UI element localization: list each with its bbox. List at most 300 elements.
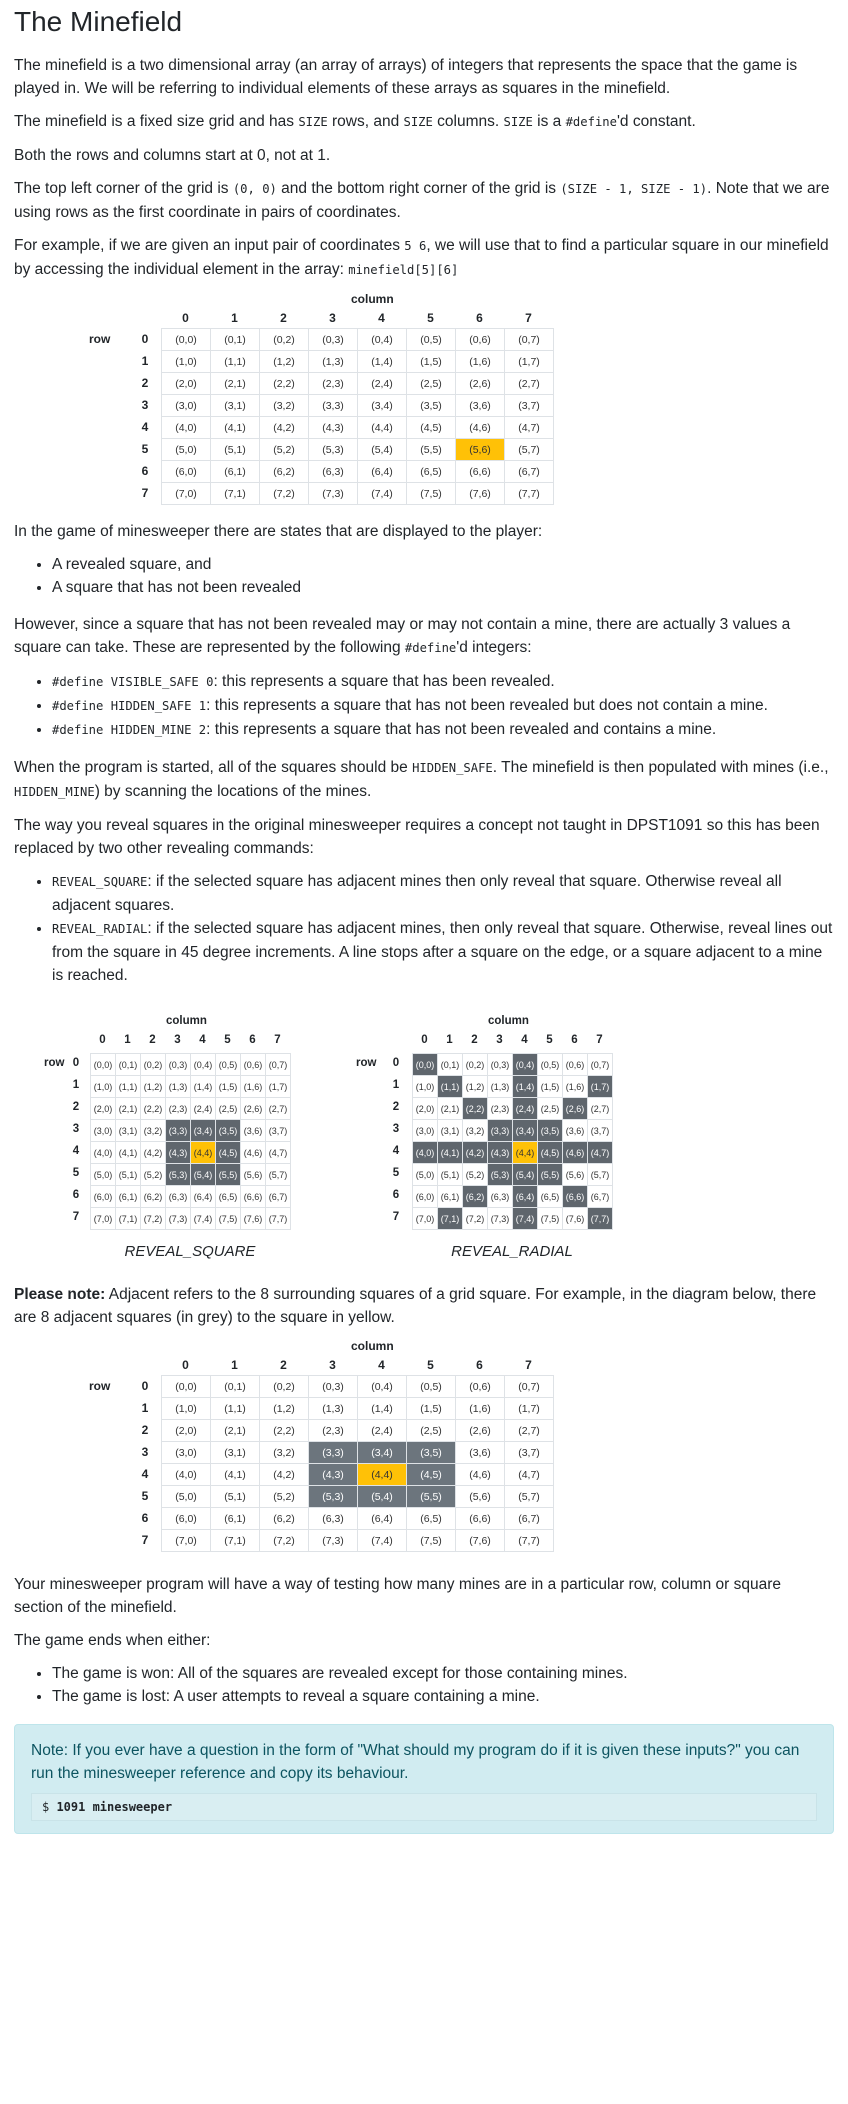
grid-cell: (7,0) (91, 1208, 116, 1230)
grid-cell: (4,3) (309, 1464, 358, 1486)
grid-row (413, 1076, 613, 1098)
row-index-label: 4 (392, 1145, 400, 1158)
grid-cell: (6,4) (191, 1186, 216, 1208)
grid-cell: (5,0) (162, 439, 211, 461)
grid-row (162, 1398, 554, 1420)
grid-cell: (1,1) (211, 1398, 260, 1420)
grid-cell: (5,2) (260, 439, 309, 461)
grid-cell: (3,4) (513, 1120, 538, 1142)
list-item: • REVEAL_RADIAL: if the selected square has adjacent mines, then only reveal that square. Otherwise, reveal lines out from the square in 45 degree increments. A line stops after a square on the edge, or a square adjacent to a mine is reached. (52, 917, 834, 987)
grid-cell: (5,7) (505, 439, 554, 461)
paragraph-game-end: The game ends when either: (14, 1632, 211, 1649)
grid-cell: (3,3) (309, 395, 358, 417)
grid-cell: (2,1) (211, 373, 260, 395)
grid-cell: (5,2) (141, 1164, 166, 1186)
grid-cell: (6,4) (513, 1186, 538, 1208)
grid-cell: (0,3) (166, 1054, 191, 1076)
grid-cell: (3,4) (358, 1442, 407, 1464)
grid-cell: (2,5) (538, 1098, 563, 1120)
grid-cell: (0,1) (211, 1376, 260, 1398)
grid-cell: (2,5) (216, 1098, 241, 1120)
grid-cell: (0,4) (358, 329, 407, 351)
grid-cell: (7,6) (563, 1208, 588, 1230)
column-index-label: 7 (274, 1034, 281, 1046)
column-index-label: 3 (329, 1358, 336, 1372)
grid-cell: (2,7) (505, 373, 554, 395)
grid-cell: (5,7) (505, 1486, 554, 1508)
grid-cell: (2,7) (505, 1420, 554, 1442)
grid-row (413, 1054, 613, 1076)
grid-row (413, 1164, 613, 1186)
grid-row (162, 439, 554, 461)
grid-cell: (6,3) (488, 1186, 513, 1208)
grid-cell: (5,5) (407, 1486, 456, 1508)
grid-cell: (6,7) (266, 1186, 291, 1208)
grid-cell: (1,5) (407, 1398, 456, 1420)
row-index-label: 3 (392, 1123, 400, 1136)
column-index-label: 7 (525, 1358, 532, 1372)
grid-cell: (5,5) (407, 439, 456, 461)
grid-cell: (2,6) (241, 1098, 266, 1120)
list-item: • REVEAL_SQUARE: if the selected square has adjacent mines then only reveal that square. Otherwise reveal all adjacent squares. (52, 870, 834, 917)
grid-cell: (1,3) (309, 1398, 358, 1420)
column-index-label: 4 (378, 311, 385, 325)
column-index-label: 4 (521, 1034, 528, 1046)
grid-cell: (0,7) (505, 329, 554, 351)
row-axis-title: row (89, 1379, 111, 1393)
grid-cell: (5,0) (91, 1164, 116, 1186)
list-item: • A revealed square, and (52, 553, 834, 576)
grid-cell: (5,7) (588, 1164, 613, 1186)
grid-cell: (0,1) (438, 1054, 463, 1076)
grid-cell: (4,4) (358, 1464, 407, 1486)
grid-cell: (5,6) (563, 1164, 588, 1186)
grid-cell: (3,2) (260, 1442, 309, 1464)
paragraph-start: Both the rows and columns start at 0, not at 1. (14, 147, 331, 164)
grid-cell: (2,5) (407, 1420, 456, 1442)
grid-cell: (1,5) (407, 351, 456, 373)
reveal-radial-grid (356, 1015, 812, 1277)
grid-cell: (0,4) (191, 1054, 216, 1076)
grid-cell: (2,6) (456, 1420, 505, 1442)
paragraph-testing: Your minesweeper program will have a way of testing how many mines are in a particular row, column or square section of the minefield. (14, 1576, 782, 1616)
grid-cell: (4,0) (91, 1142, 116, 1164)
paragraph-corners: The top left corner of the grid is (0, 0) and the bottom right corner of the grid is (SIZE - 1, SIZE - 1). Note that we are using rows as the first coordinate in pairs of coordinates. (14, 180, 830, 221)
grid-cell: (3,5) (407, 1442, 456, 1464)
paragraph-intro: The minefield is a two dimensional array (an array of arrays) of integers that represents the space that the game is played in. We will be referring to individual elements of these arrays as squares in the minefield. (14, 57, 798, 97)
grid-cell: (1,1) (116, 1076, 141, 1098)
grid-row (162, 483, 554, 505)
grid-cell: (6,2) (141, 1186, 166, 1208)
grid-cell: (3,4) (191, 1120, 216, 1142)
grid-cell: (5,2) (463, 1164, 488, 1186)
grid-cell: (3,0) (162, 395, 211, 417)
column-index-label: 5 (427, 311, 434, 325)
grid-cell: (6,6) (563, 1186, 588, 1208)
column-index-label: 6 (571, 1034, 578, 1046)
column-axis-title: column (351, 292, 394, 306)
grid-cell: (3,7) (505, 1442, 554, 1464)
grid-cell: (5,4) (191, 1164, 216, 1186)
grid-cell: (4,4) (191, 1142, 216, 1164)
grid-cell: (3,0) (413, 1120, 438, 1142)
list-item: • A square that has not been revealed (52, 576, 834, 599)
grid-cell: (2,0) (91, 1098, 116, 1120)
grid-cell: (4,0) (413, 1142, 438, 1164)
grid-cell: (7,5) (216, 1208, 241, 1230)
grid-cell: (3,6) (241, 1120, 266, 1142)
column-index-label: 0 (182, 311, 189, 325)
grid-cell: (7,6) (241, 1208, 266, 1230)
grid-cell: (5,0) (162, 1486, 211, 1508)
grid-cell: (7,2) (141, 1208, 166, 1230)
grid-row (91, 1142, 291, 1164)
row-index-label: 7 (392, 1211, 400, 1224)
grid-cell: (7,2) (463, 1208, 488, 1230)
row-axis-title: row (44, 1057, 65, 1070)
grid-cell: (6,4) (358, 1508, 407, 1530)
grid-cell: (7,3) (309, 1530, 358, 1552)
grid-cell: (5,1) (211, 1486, 260, 1508)
grid-row (162, 1420, 554, 1442)
grid-row (91, 1076, 291, 1098)
grid-cell: (4,3) (309, 417, 358, 439)
row-index-label: 6 (392, 1189, 400, 1202)
grid-cell: (4,1) (116, 1142, 141, 1164)
grid-cell: (2,1) (116, 1098, 141, 1120)
grid-cell: (4,6) (456, 417, 505, 439)
grid-row (162, 351, 554, 373)
grid-row (413, 1120, 613, 1142)
grid-cell: (7,5) (407, 483, 456, 505)
grid-row (162, 1508, 554, 1530)
grid-cell: (2,0) (162, 373, 211, 395)
grid-cell: (1,1) (438, 1076, 463, 1098)
grid-cell: (0,7) (266, 1054, 291, 1076)
grid-cell: (2,3) (166, 1098, 191, 1120)
grid-cell: (1,4) (513, 1076, 538, 1098)
grid-cell: (2,1) (438, 1098, 463, 1120)
grid-cell: (0,5) (407, 329, 456, 351)
grid-cell: (0,3) (488, 1054, 513, 1076)
grid-row (162, 1442, 554, 1464)
grid-cell: (1,0) (91, 1076, 116, 1098)
grid-cell: (4,1) (438, 1142, 463, 1164)
row-axis-title: row (89, 332, 111, 346)
grid-cell: (0,1) (116, 1054, 141, 1076)
row-index-label: 0 (141, 332, 149, 346)
grid-cell: (2,6) (456, 373, 505, 395)
paragraph-states: In the game of minesweeper there are states that are displayed to the player: (14, 523, 543, 540)
grid-cell: (0,6) (456, 1376, 505, 1398)
grid-cell: (5,3) (166, 1164, 191, 1186)
grid-cell: (4,3) (488, 1142, 513, 1164)
grid-cell: (0,6) (456, 329, 505, 351)
grid-cell: (1,7) (266, 1076, 291, 1098)
grid-cell: (4,2) (141, 1142, 166, 1164)
grid-cell: (4,5) (407, 417, 456, 439)
reference-note (14, 1724, 834, 1834)
row-index-label: 0 (141, 1379, 149, 1393)
grid-cell: (0,6) (241, 1054, 266, 1076)
grid-cell: (4,1) (211, 1464, 260, 1486)
column-index-label: 7 (525, 311, 532, 325)
grid-cell: (6,0) (162, 461, 211, 483)
grid-cell: (2,3) (488, 1098, 513, 1120)
column-index-label: 2 (149, 1034, 156, 1046)
grid-cell: (5,3) (309, 439, 358, 461)
grid-cell: (3,7) (505, 395, 554, 417)
grid-cell: (5,4) (513, 1164, 538, 1186)
grid-cell: (3,2) (463, 1120, 488, 1142)
grid-cell: (5,1) (116, 1164, 141, 1186)
grid-cell: (5,4) (358, 1486, 407, 1508)
grid-cell: (2,6) (563, 1098, 588, 1120)
column-index-label: 1 (124, 1034, 131, 1046)
grid-cell: (0,7) (588, 1054, 613, 1076)
column-axis-title: column (351, 1339, 394, 1353)
list-item: • #define HIDDEN_SAFE 1: this represents a square that has not been revealed but does not contain a mine. (52, 694, 834, 718)
grid-row (162, 1376, 554, 1398)
grid-cell: (4,7) (505, 1464, 554, 1486)
grid-row (162, 1464, 554, 1486)
paragraph-size: The minefield is a fixed size grid and has SIZE rows, and SIZE columns. SIZE is a #define'd constant. (14, 113, 696, 130)
grid-cell: (2,2) (260, 373, 309, 395)
grid-cell: (1,4) (191, 1076, 216, 1098)
grid-cell: (7,1) (211, 483, 260, 505)
grid-cell: (5,1) (211, 439, 260, 461)
grid-cell: (7,6) (456, 1530, 505, 1552)
row-index-label: 5 (72, 1167, 80, 1180)
grid-cell: (6,5) (407, 461, 456, 483)
grid-row (162, 1486, 554, 1508)
coordinate-grid-example (14, 292, 834, 516)
grid-cell: (7,5) (538, 1208, 563, 1230)
row-index-label: 0 (72, 1057, 80, 1070)
grid-cell: (1,4) (358, 351, 407, 373)
endings-list (14, 1662, 834, 1708)
grid-row (162, 461, 554, 483)
grid-cell: (4,6) (563, 1142, 588, 1164)
row-index-label: 2 (72, 1101, 80, 1114)
grid-row (91, 1054, 291, 1076)
minefield-grid-table (90, 1053, 291, 1230)
grid-cell: (4,5) (538, 1142, 563, 1164)
grid-row (162, 329, 554, 351)
row-index-label: 4 (72, 1145, 80, 1158)
grid-cell: (1,3) (488, 1076, 513, 1098)
grid-row (413, 1208, 613, 1230)
grid-cell: (5,4) (358, 439, 407, 461)
grid-cell: (5,6) (456, 439, 505, 461)
grid-cell: (2,1) (211, 1420, 260, 1442)
grid-cell: (7,7) (505, 1530, 554, 1552)
grid-cell: (4,4) (358, 417, 407, 439)
grid-cell: (2,0) (162, 1420, 211, 1442)
row-index-label: 0 (392, 1057, 400, 1070)
grid-cell: (3,3) (166, 1120, 191, 1142)
grid-cell: (2,2) (260, 1420, 309, 1442)
row-index-label: 2 (141, 1423, 149, 1437)
grid-cell: (3,5) (407, 395, 456, 417)
column-index-label: 0 (182, 1358, 189, 1372)
grid-cell: (7,6) (456, 483, 505, 505)
grid-cell: (7,1) (211, 1530, 260, 1552)
grid-cell: (7,0) (162, 1530, 211, 1552)
column-index-label: 0 (99, 1034, 106, 1046)
grid-cell: (1,7) (588, 1076, 613, 1098)
grid-cell: (6,6) (241, 1186, 266, 1208)
grid-row (162, 373, 554, 395)
grid-cell: (2,7) (588, 1098, 613, 1120)
grid-cell: (3,4) (358, 395, 407, 417)
grid-cell: (0,3) (309, 1376, 358, 1398)
grid-cell: (6,5) (216, 1186, 241, 1208)
minefield-grid-table (161, 1375, 554, 1552)
command-block: $ 1091 minesweeper (31, 1793, 817, 1821)
grid-cell: (3,6) (456, 395, 505, 417)
grid-cell: (4,7) (505, 417, 554, 439)
list-item: • The game is lost: A user attempts to reveal a square containing a mine. (52, 1685, 834, 1708)
grid-cell: (6,3) (166, 1186, 191, 1208)
grid-cell: (7,7) (505, 483, 554, 505)
column-index-label: 5 (427, 1358, 434, 1372)
grid-cell: (1,7) (505, 351, 554, 373)
grid-cell: (2,3) (309, 1420, 358, 1442)
grid-row (91, 1120, 291, 1142)
list-item: • #define VISIBLE_SAFE 0: this represents a square that has been revealed. (52, 670, 834, 694)
grid-cell: (6,6) (456, 461, 505, 483)
grid-cell: (3,6) (563, 1120, 588, 1142)
column-index-label: 5 (546, 1034, 553, 1046)
grid-cell: (2,4) (358, 373, 407, 395)
grid-cell: (5,0) (413, 1164, 438, 1186)
grid-cell: (0,5) (407, 1376, 456, 1398)
grid-cell: (1,2) (260, 351, 309, 373)
row-index-label: 2 (141, 376, 149, 390)
row-index-label: 3 (141, 398, 149, 412)
grid-cell: (3,7) (588, 1120, 613, 1142)
grid-cell: (1,0) (162, 351, 211, 373)
grid-row (162, 417, 554, 439)
grid-cell: (4,2) (260, 417, 309, 439)
list-item: • The game is won: All of the squares are revealed except for those containing mines. (52, 1662, 834, 1685)
diagram-caption: REVEAL_SQUARE (124, 1243, 256, 1260)
grid-row (91, 1186, 291, 1208)
grid-cell: (4,2) (260, 1464, 309, 1486)
grid-cell: (7,1) (116, 1208, 141, 1230)
grid-cell: (4,6) (456, 1464, 505, 1486)
grid-cell: (5,5) (216, 1164, 241, 1186)
column-index-label: 3 (496, 1034, 503, 1046)
column-index-label: 2 (471, 1034, 478, 1046)
commands-list (14, 870, 834, 987)
grid-cell: (4,2) (463, 1142, 488, 1164)
paragraph-reveal: The way you reveal squares in the original minesweeper requires a concept not taught in DPST1091 so this has been replaced by two other revealing commands: (14, 817, 820, 857)
grid-row (413, 1142, 613, 1164)
grid-cell: (0,3) (309, 329, 358, 351)
column-index-label: 1 (231, 311, 238, 325)
grid-cell: (3,1) (211, 1442, 260, 1464)
grid-cell: (1,0) (413, 1076, 438, 1098)
grid-cell: (4,5) (407, 1464, 456, 1486)
document-body (14, 0, 834, 1834)
grid-cell: (7,1) (438, 1208, 463, 1230)
grid-cell: (1,3) (166, 1076, 191, 1098)
grid-row (413, 1186, 613, 1208)
grid-cell: (7,4) (513, 1208, 538, 1230)
column-index-label: 1 (231, 1358, 238, 1372)
grid-cell: (7,0) (162, 483, 211, 505)
grid-cell: (5,1) (438, 1164, 463, 1186)
grid-cell: (5,6) (456, 1486, 505, 1508)
grid-cell: (3,1) (438, 1120, 463, 1142)
grid-cell: (5,3) (309, 1486, 358, 1508)
grid-cell: (7,3) (166, 1208, 191, 1230)
column-index-label: 1 (446, 1034, 453, 1046)
grid-cell: (3,1) (211, 395, 260, 417)
grid-cell: (3,0) (91, 1120, 116, 1142)
grid-cell: (7,2) (260, 1530, 309, 1552)
grid-cell: (7,4) (358, 1530, 407, 1552)
row-index-label: 1 (141, 1401, 149, 1415)
grid-cell: (3,2) (260, 395, 309, 417)
grid-cell: (2,3) (309, 373, 358, 395)
grid-cell: (0,1) (211, 329, 260, 351)
grid-cell: (5,7) (266, 1164, 291, 1186)
grid-cell: (3,1) (116, 1120, 141, 1142)
grid-cell: (6,0) (162, 1508, 211, 1530)
reveal-diagrams (14, 1015, 834, 1277)
grid-cell: (7,0) (413, 1208, 438, 1230)
grid-cell: (1,0) (162, 1398, 211, 1420)
grid-cell: (1,6) (456, 1398, 505, 1420)
grid-cell: (4,7) (588, 1142, 613, 1164)
grid-cell: (4,1) (211, 417, 260, 439)
grid-cell: (7,4) (358, 483, 407, 505)
row-index-label: 1 (141, 354, 149, 368)
grid-cell: (7,7) (588, 1208, 613, 1230)
grid-cell: (0,4) (358, 1376, 407, 1398)
page-title: The Minefield (14, 6, 183, 37)
row-index-label: 5 (141, 442, 149, 456)
grid-cell: (2,0) (413, 1098, 438, 1120)
grid-cell: (6,5) (407, 1508, 456, 1530)
grid-cell: (1,2) (260, 1398, 309, 1420)
column-index-label: 2 (280, 1358, 287, 1372)
grid-row (91, 1208, 291, 1230)
column-index-label: 2 (280, 311, 287, 325)
grid-cell: (4,4) (513, 1142, 538, 1164)
row-index-label: 6 (72, 1189, 80, 1202)
paragraph-values: However, since a square that has not been revealed may or may not contain a mine, there are actually 3 values a square can take. These are represented by the following #define'd integers: (14, 616, 791, 656)
note-text: Note: If you ever have a question in the form of "What should my program do if it is given these inputs?" you can run the minesweeper reference and copy its behaviour. (31, 1742, 800, 1782)
grid-cell: (3,2) (141, 1120, 166, 1142)
grid-cell: (3,7) (266, 1120, 291, 1142)
grid-cell: (0,5) (216, 1054, 241, 1076)
grid-cell: (4,6) (241, 1142, 266, 1164)
grid-cell: (6,5) (538, 1186, 563, 1208)
row-index-label: 4 (141, 420, 149, 434)
row-index-label: 4 (141, 1467, 149, 1481)
grid-cell: (6,1) (211, 1508, 260, 1530)
grid-cell: (7,3) (309, 483, 358, 505)
column-index-label: 6 (476, 311, 483, 325)
grid-cell: (1,2) (141, 1076, 166, 1098)
grid-cell: (4,3) (166, 1142, 191, 1164)
grid-cell: (6,6) (456, 1508, 505, 1530)
grid-row (91, 1164, 291, 1186)
